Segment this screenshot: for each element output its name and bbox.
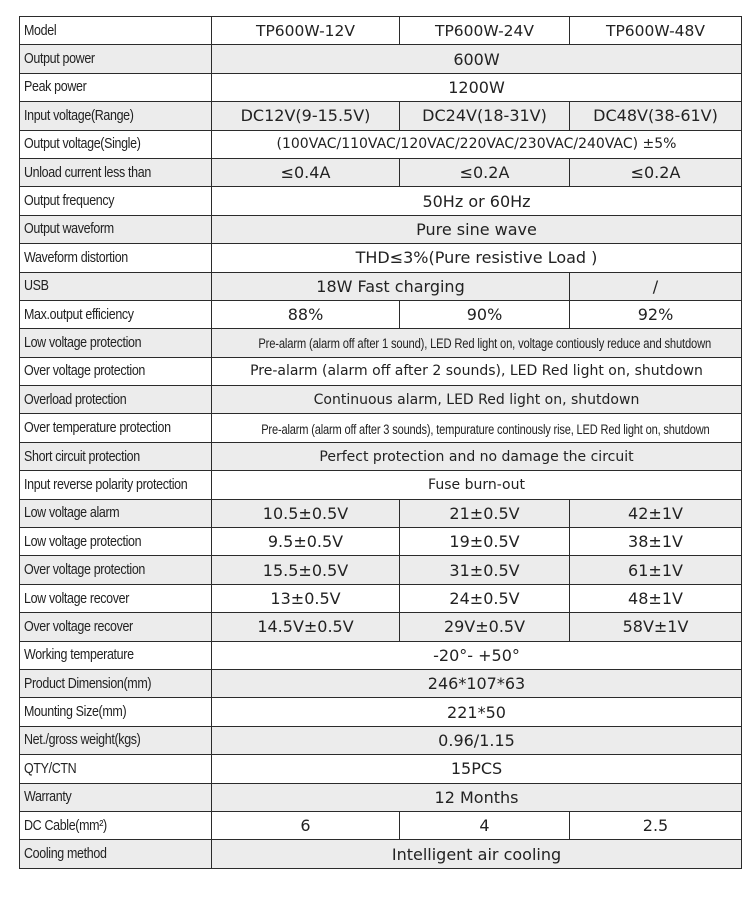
row-label: Over voltage protection	[20, 357, 212, 385]
row-value: 15PCS	[212, 755, 742, 783]
row-label: Waveform distortion	[20, 244, 212, 272]
row-label: Overload protection	[20, 386, 212, 414]
row-value: Continuous alarm, LED Red light on, shutdown	[212, 386, 742, 414]
row-label: Product Dimension(mm)	[20, 669, 212, 697]
table-row	[20, 755, 742, 783]
row-label: QTY/CTN	[20, 755, 212, 783]
value-24v: 24±0.5V	[400, 584, 570, 612]
value-48v: 58V±1V	[570, 613, 742, 641]
row-value: Fuse burn-out	[212, 471, 742, 499]
value-12v: 6	[212, 811, 400, 839]
row-value: Perfect protection and no damage the circuit	[212, 442, 742, 470]
row-value: 50Hz or 60Hz	[212, 187, 742, 215]
model-24v-header: TP600W-24V	[400, 17, 570, 45]
row-label: Over temperature protection	[20, 414, 212, 442]
table-row	[20, 17, 742, 45]
table-row	[20, 698, 742, 726]
row-value: 12 Months	[212, 783, 742, 811]
row-label: USB	[20, 272, 212, 300]
row-value: 0.96/1.15	[212, 726, 742, 754]
table-row	[20, 45, 742, 73]
value-48v: 92%	[570, 300, 742, 328]
table-row	[20, 272, 742, 300]
row-label: Low voltage protection	[20, 528, 212, 556]
table-row	[20, 641, 742, 669]
row-value: Pure sine wave	[212, 215, 742, 243]
row-label: Net./gross weight(kgs)	[20, 726, 212, 754]
table-row	[20, 811, 742, 839]
row-label: Unload current less than	[20, 158, 212, 186]
row-value: (100VAC/110VAC/120VAC/220VAC/230VAC/240VAC) ±5%	[212, 130, 742, 158]
table-row	[20, 329, 742, 357]
spec-table	[19, 16, 742, 869]
table-row	[20, 726, 742, 754]
table-row	[20, 215, 742, 243]
row-value: Pre-alarm (alarm off after 2 sounds), LED Red light on, shutdown	[212, 357, 742, 385]
row-label: Mounting Size(mm)	[20, 698, 212, 726]
value-48v: /	[570, 272, 742, 300]
value-12v: 13±0.5V	[212, 584, 400, 612]
table-row	[20, 187, 742, 215]
row-label: Output voltage(Single)	[20, 130, 212, 158]
value-12v: ≤0.4A	[212, 158, 400, 186]
value-48v: 61±1V	[570, 556, 742, 584]
value-48v: 48±1V	[570, 584, 742, 612]
value-48v: DC48V(38-61V)	[570, 102, 742, 130]
value-12v: DC12V(9-15.5V)	[212, 102, 400, 130]
table-row	[20, 73, 742, 101]
table-row	[20, 499, 742, 527]
value-12v: 14.5V±0.5V	[212, 613, 400, 641]
table-row	[20, 669, 742, 697]
row-label: Cooling method	[20, 840, 212, 868]
value-24v: ≤0.2A	[400, 158, 570, 186]
table-row	[20, 414, 742, 442]
value-12v: 15.5±0.5V	[212, 556, 400, 584]
row-value: 1200W	[212, 73, 742, 101]
value-48v: 38±1V	[570, 528, 742, 556]
row-label: Over voltage protection	[20, 556, 212, 584]
row-value: Intelligent air cooling	[212, 840, 742, 868]
row-value: Pre-alarm (alarm off after 1 sound), LED Red light on, voltage contiously reduce and shutdown	[212, 329, 742, 357]
row-value: 221*50	[212, 698, 742, 726]
value-24v: 19±0.5V	[400, 528, 570, 556]
table-row	[20, 584, 742, 612]
row-label: Max.output efficiency	[20, 300, 212, 328]
value-12v: 88%	[212, 300, 400, 328]
value-12v: 10.5±0.5V	[212, 499, 400, 527]
table-row	[20, 386, 742, 414]
row-label: Short circuit protection	[20, 442, 212, 470]
table-row	[20, 528, 742, 556]
model-12v-header: TP600W-12V	[212, 17, 400, 45]
row-label: Model	[20, 17, 212, 45]
value-24v: 29V±0.5V	[400, 613, 570, 641]
table-row	[20, 130, 742, 158]
table-row	[20, 840, 742, 868]
table-row	[20, 442, 742, 470]
row-label: Peak power	[20, 73, 212, 101]
row-value: Pre-alarm (alarm off after 3 sounds), tempurature continously rise, LED Red light on, shutdown	[212, 414, 742, 442]
row-value: THD≤3%(Pure resistive Load )	[212, 244, 742, 272]
value-12v: 9.5±0.5V	[212, 528, 400, 556]
value-24v: 31±0.5V	[400, 556, 570, 584]
table-row	[20, 300, 742, 328]
value-48v: 42±1V	[570, 499, 742, 527]
table-row	[20, 471, 742, 499]
table-row	[20, 244, 742, 272]
row-label: DC Cable(mm²)	[20, 811, 212, 839]
row-label: Input voltage(Range)	[20, 102, 212, 130]
value-12v-24v: 18W Fast charging	[212, 272, 570, 300]
value-24v: 21±0.5V	[400, 499, 570, 527]
model-48v-header: TP600W-48V	[570, 17, 742, 45]
row-label: Warranty	[20, 783, 212, 811]
row-label: Low voltage protection	[20, 329, 212, 357]
row-label: Low voltage recover	[20, 584, 212, 612]
row-label: Output waveform	[20, 215, 212, 243]
table-row	[20, 613, 742, 641]
row-label: Input reverse polarity protection	[20, 471, 212, 499]
table-row	[20, 158, 742, 186]
table-row	[20, 556, 742, 584]
table-row	[20, 783, 742, 811]
row-label: Output frequency	[20, 187, 212, 215]
row-label: Over voltage recover	[20, 613, 212, 641]
table-row	[20, 357, 742, 385]
value-24v: DC24V(18-31V)	[400, 102, 570, 130]
value-24v: 90%	[400, 300, 570, 328]
row-value: 600W	[212, 45, 742, 73]
value-48v: 2.5	[570, 811, 742, 839]
value-48v: ≤0.2A	[570, 158, 742, 186]
value-24v: 4	[400, 811, 570, 839]
row-value: -20°- +50°	[212, 641, 742, 669]
row-label: Low voltage alarm	[20, 499, 212, 527]
table-row	[20, 102, 742, 130]
row-value: 246*107*63	[212, 669, 742, 697]
row-label: Working temperature	[20, 641, 212, 669]
row-label: Output power	[20, 45, 212, 73]
